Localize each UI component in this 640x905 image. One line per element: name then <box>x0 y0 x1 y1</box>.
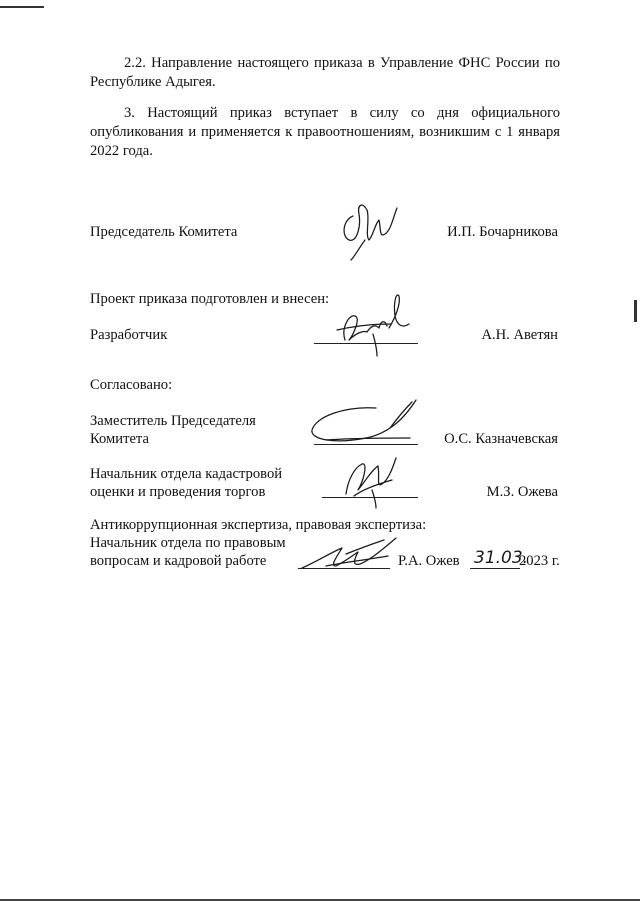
paragraph-2-2: 2.2. Направление настоящего приказа в Управление ФНС России по Республике Адыгея. <box>90 55 560 90</box>
deputy-signature <box>306 394 426 454</box>
chairman-title: Председатель Комитета <box>90 224 238 240</box>
legal-heading: Антикоррупционная экспертиза, правовая экспертиза: <box>90 517 427 533</box>
deputy-name: О.С. Казначевская <box>444 431 558 447</box>
developer-name: А.Н. Аветян <box>481 327 558 343</box>
chairman-name: И.П. Бочарникова <box>447 224 558 240</box>
deputy-title-line2: Комитета <box>90 431 149 447</box>
scan-mark-right <box>634 300 637 322</box>
developer-signature <box>315 290 415 360</box>
cadastral-title-line1: Начальник отдела кадастровой <box>90 466 283 482</box>
scan-mark-top <box>0 6 44 8</box>
legal-name: Р.А. Ожев <box>398 553 460 569</box>
cadastral-signature <box>332 450 412 510</box>
legal-date-suffix: 2023 г. <box>519 553 560 569</box>
project-heading: Проект приказа подготовлен и внесен: <box>90 291 330 307</box>
paragraph-3: 3. Настоящий приказ вступает в силу со дня официального опубликования и применяется к правоотношениям, возникшим с 1 января 2022 года. <box>90 105 560 159</box>
handwritten-date: 31.03. <box>474 548 529 568</box>
legal-title-line1: Начальник отдела по правовым <box>90 535 286 551</box>
legal-title-line2: вопросам и кадровой работе <box>90 553 267 569</box>
chairman-signature <box>335 196 405 266</box>
cadastral-title-line2: оценки и проведения торгов <box>90 484 266 500</box>
scan-mark-bottom <box>0 899 640 901</box>
agreed-heading: Согласовано: <box>90 377 173 393</box>
legal-signature <box>296 526 406 576</box>
deputy-title-line1: Заместитель Председателя <box>90 413 256 429</box>
cadastral-name: М.З. Ожева <box>486 484 558 500</box>
developer-title: Разработчик <box>90 327 168 343</box>
date-underline <box>470 568 520 569</box>
